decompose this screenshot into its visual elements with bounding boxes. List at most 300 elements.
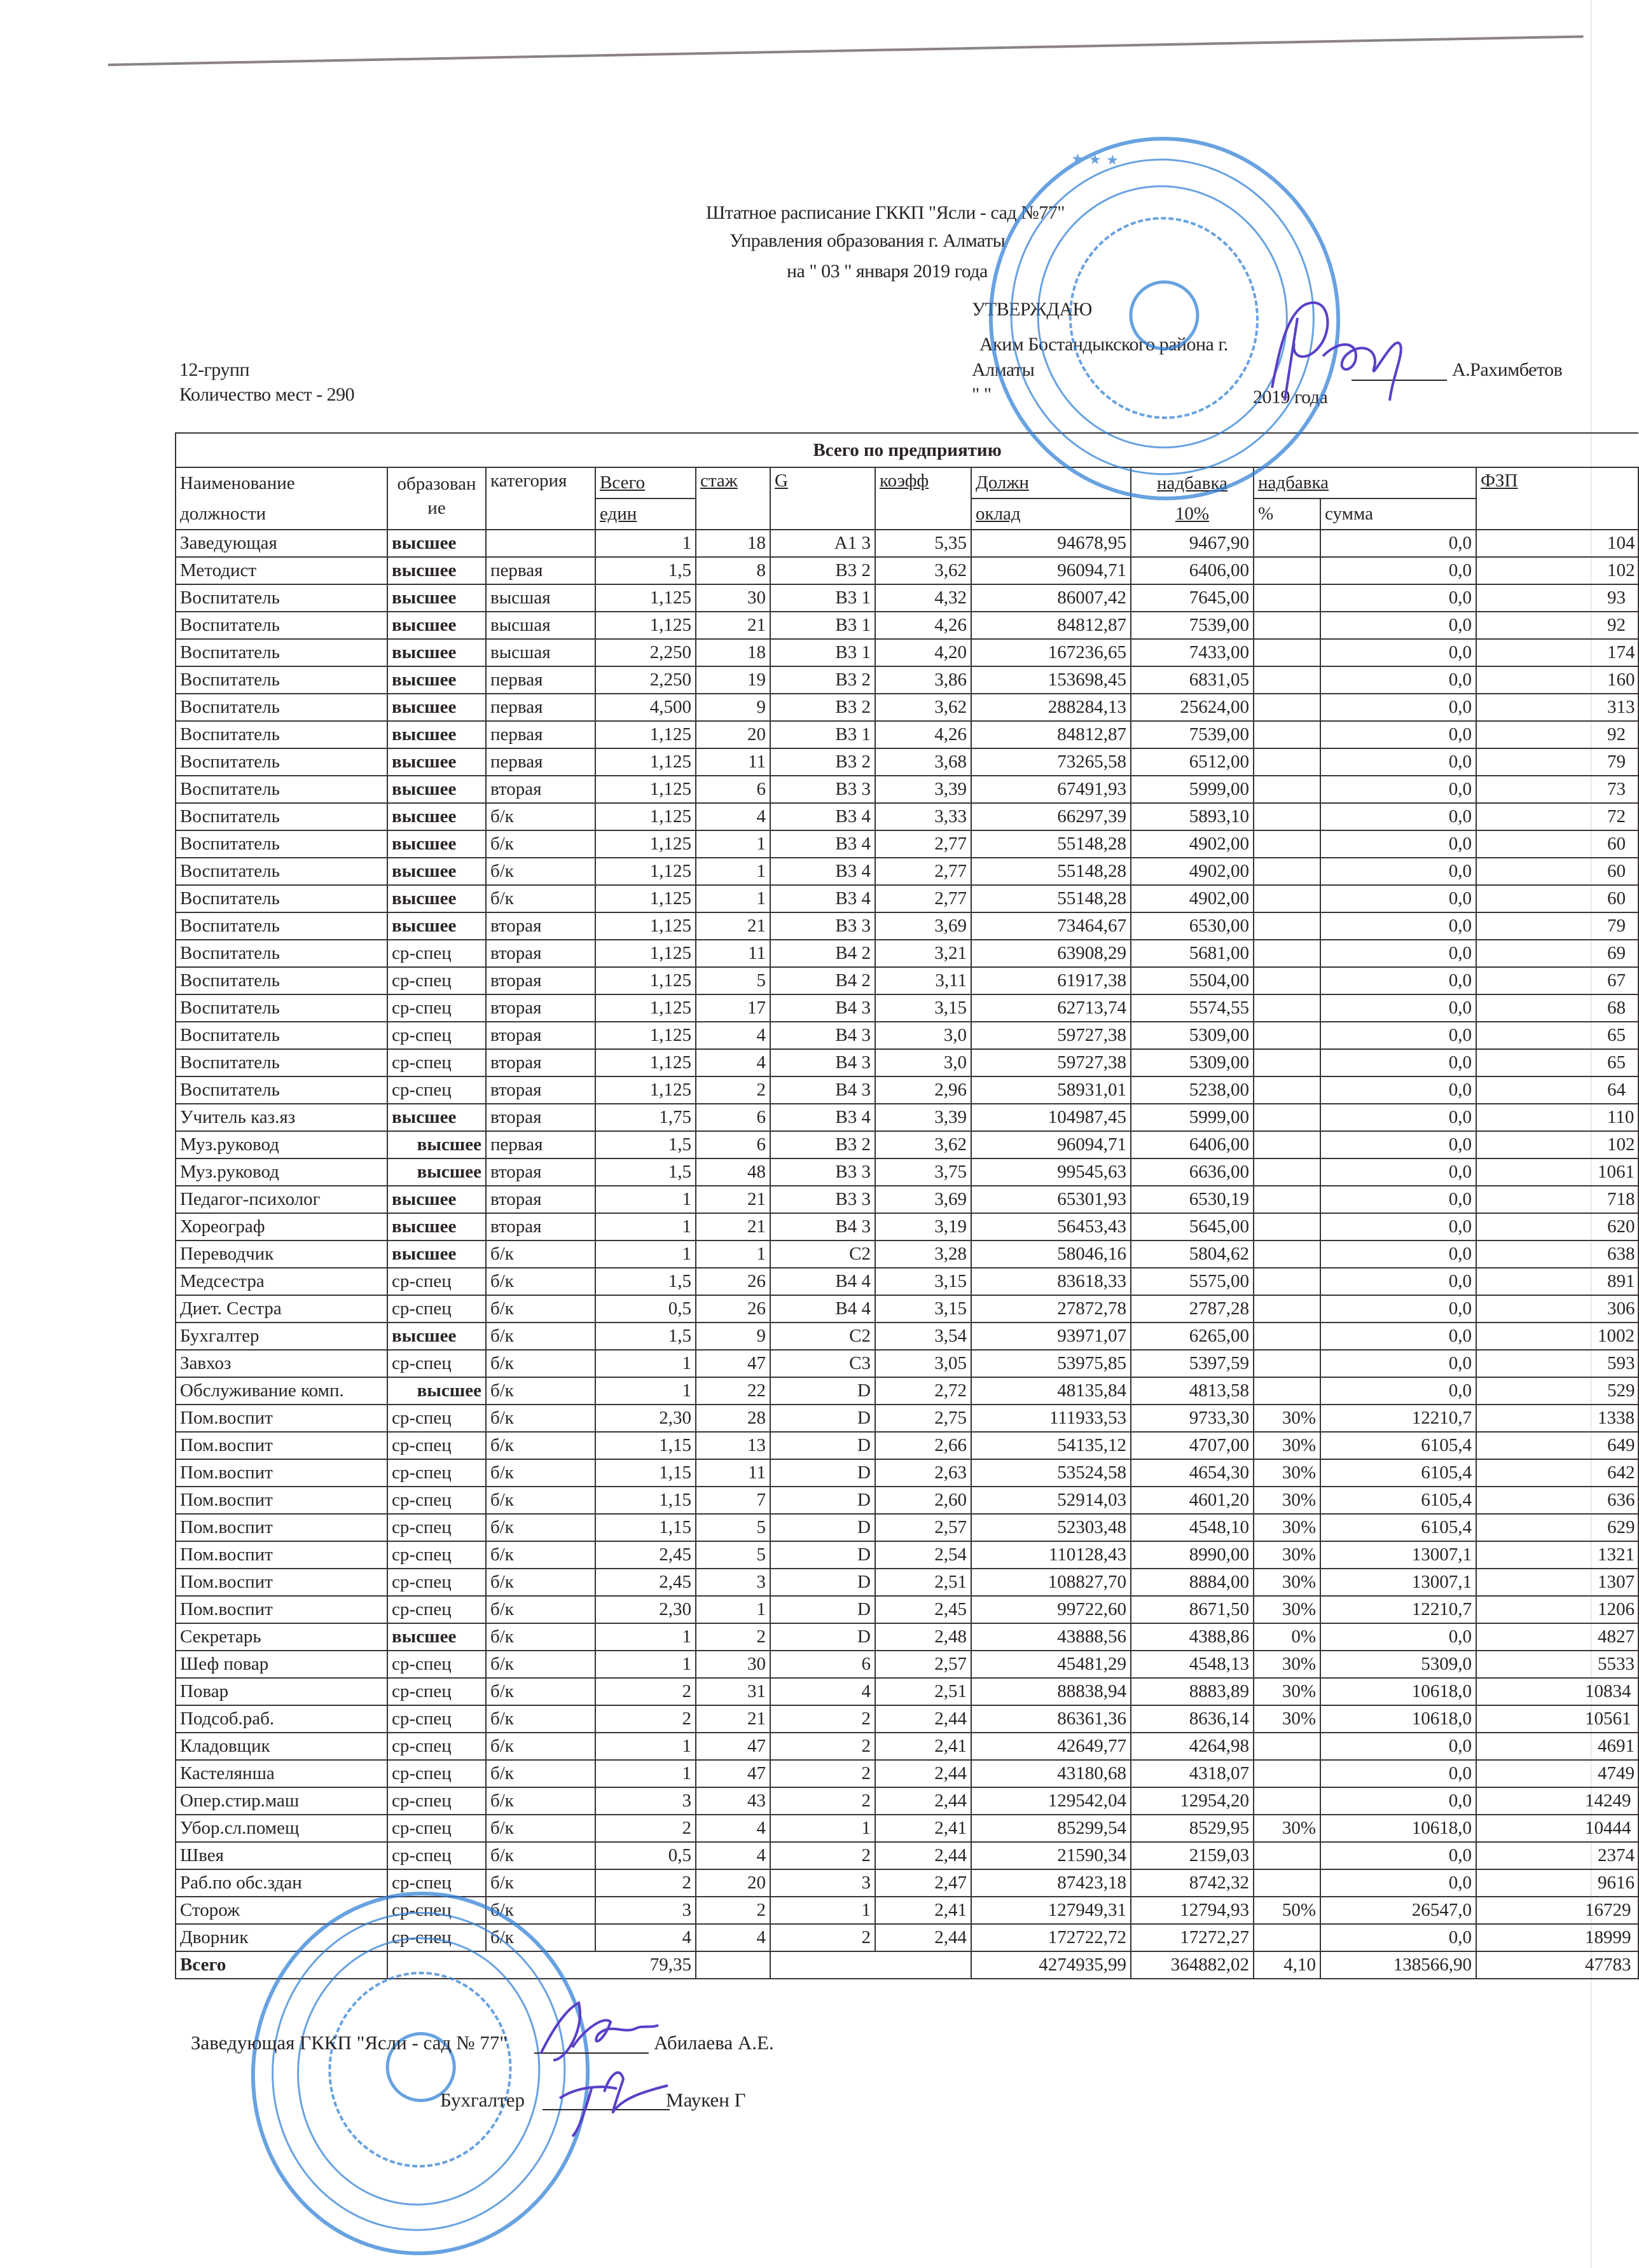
cell-coeff: 3,15 — [875, 994, 971, 1022]
cell-coeff: 3,05 — [875, 1350, 971, 1377]
cell-units: 1,125 — [595, 584, 696, 612]
cell-salary: 45481,29 — [971, 1651, 1131, 1678]
cell-education: высшее — [387, 912, 486, 940]
cell-coeff: 2,60 — [875, 1487, 971, 1514]
cell-position: Педагог-психолог — [176, 1186, 387, 1213]
cell-category: первая — [486, 557, 595, 584]
col-salary-header-2: оклад — [971, 498, 1131, 530]
cell-units: 2,45 — [595, 1569, 696, 1596]
cell-fzp: 10834 — [1476, 1678, 1638, 1705]
approval-date-year: 2019 года — [1253, 387, 1328, 408]
cell-experience: 6 — [696, 776, 770, 803]
cell-salary: 27872,78 — [971, 1295, 1131, 1323]
cell-grade: B3 3 — [770, 912, 875, 940]
cell-salary: 52914,03 — [971, 1487, 1131, 1514]
cell-education: высшее — [387, 1323, 486, 1350]
cell-position: Дворник — [176, 1924, 387, 1951]
cell-bonus-sum: 13007,1 — [1320, 1569, 1476, 1596]
cell-experience: 4 — [696, 1022, 770, 1049]
cell-bonus-pct — [1254, 1186, 1320, 1213]
cell-education: ср-спец — [387, 967, 486, 994]
head-label: Заведующая ГККП "Ясли - сад № 77" — [191, 2031, 508, 2054]
cell-coeff: 3,62 — [875, 694, 971, 721]
cell-salary: 87423,18 — [971, 1869, 1131, 1897]
cell-units: 2 — [595, 1815, 696, 1842]
groups-count: 12-групп — [179, 359, 250, 380]
cell-grade: D — [770, 1541, 875, 1569]
cell-units: 1,15 — [595, 1459, 696, 1487]
cell-units: 3 — [595, 1897, 696, 1924]
cell-experience: 43 — [696, 1787, 770, 1815]
cell-coeff: 3,69 — [875, 1186, 971, 1213]
table-row — [176, 1268, 1638, 1295]
cell-grade: B4 3 — [770, 1076, 875, 1104]
cell-bonus-pct — [1254, 1158, 1320, 1186]
cell-coeff: 2,41 — [875, 1815, 971, 1842]
cell-bonus10: 5397,59 — [1131, 1350, 1254, 1377]
staff-schedule-table-wrapper — [175, 432, 1635, 1979]
cell-coeff: 3,11 — [875, 967, 971, 994]
cell-salary: 99722,60 — [971, 1596, 1131, 1623]
cell-fzp: 64 — [1476, 1076, 1638, 1104]
col-name-header-2: должности — [176, 498, 387, 530]
cell-grade: D — [770, 1405, 875, 1432]
cell-units: 1,125 — [595, 776, 696, 803]
cell-coeff: 2,72 — [875, 1377, 971, 1405]
table-row — [176, 803, 1638, 830]
cell-position: Методист — [176, 557, 387, 584]
cell-category: б/к — [486, 1350, 595, 1377]
cell-bonus-pct — [1254, 1323, 1320, 1350]
cell-salary: 21590,34 — [971, 1842, 1131, 1869]
col-bonus10-header: надбавка 10% — [1131, 467, 1254, 530]
cell-bonus-pct: 50% — [1254, 1897, 1320, 1924]
cell-category: вторая — [486, 1049, 595, 1076]
col-grade-header: G — [770, 467, 875, 530]
cell-bonus-pct — [1254, 1241, 1320, 1268]
cell-units: 1 — [595, 1651, 696, 1678]
cell-coeff: 2,66 — [875, 1432, 971, 1459]
cell-bonus10: 4601,20 — [1131, 1487, 1254, 1514]
cell-position: Воспитатель — [176, 1022, 387, 1049]
cell-category: вторая — [486, 776, 595, 803]
cell-bonus-pct: 30% — [1254, 1514, 1320, 1541]
cell-units: 1,125 — [595, 967, 696, 994]
cell-bonus-sum: 10618,0 — [1320, 1678, 1476, 1705]
cell-education: ср-спец — [387, 1541, 486, 1569]
total-salary: 4274935,99 — [971, 1951, 1131, 1979]
table-row — [176, 1541, 1638, 1569]
cell-salary: 153698,45 — [971, 666, 1131, 694]
cell-category: вторая — [486, 994, 595, 1022]
cell-units: 2,30 — [595, 1596, 696, 1623]
cell-units: 1 — [595, 1760, 696, 1787]
cell-bonus-sum: 0,0 — [1320, 1241, 1476, 1268]
cell-grade: 4 — [770, 1678, 875, 1705]
cell-units: 1,125 — [595, 612, 696, 639]
cell-education: высшее — [387, 666, 486, 694]
cell-grade: B3 2 — [770, 1131, 875, 1158]
cell-units: 1,125 — [595, 994, 696, 1022]
cell-bonus-pct — [1254, 694, 1320, 721]
cell-position: Медсестра — [176, 1268, 387, 1295]
table-row — [176, 1432, 1638, 1459]
table-row — [176, 1815, 1638, 1842]
table-row — [176, 1350, 1638, 1377]
cell-position: Воспитатель — [176, 885, 387, 912]
cell-position: Секретарь — [176, 1623, 387, 1651]
cell-bonus10: 12954,20 — [1131, 1787, 1254, 1815]
total-units: 79,35 — [387, 1951, 696, 1979]
cell-coeff: 2,77 — [875, 885, 971, 912]
cell-education: ср-спец — [387, 1733, 486, 1760]
cell-bonus10: 5575,00 — [1131, 1268, 1254, 1295]
cell-experience: 13 — [696, 1432, 770, 1459]
table-row — [176, 1569, 1638, 1596]
cell-bonus-sum: 0,0 — [1320, 1760, 1476, 1787]
cell-salary: 66297,39 — [971, 803, 1131, 830]
document-date: на " 03 " января 2019 года — [787, 261, 988, 282]
cell-category: б/к — [486, 1569, 595, 1596]
cell-grade: D — [770, 1377, 875, 1405]
cell-grade: B4 2 — [770, 940, 875, 967]
table-row — [176, 612, 1638, 639]
cell-coeff: 3,0 — [875, 1049, 971, 1076]
cell-bonus10: 4264,98 — [1131, 1733, 1254, 1760]
cell-bonus10: 4707,00 — [1131, 1432, 1254, 1459]
cell-category: б/к — [486, 1323, 595, 1350]
cell-education: высшее — [387, 1131, 486, 1158]
cell-education: высшее — [387, 1104, 486, 1131]
cell-salary: 172722,72 — [971, 1924, 1131, 1951]
cell-fzp: 4749 — [1476, 1760, 1638, 1787]
cell-experience: 21 — [696, 1705, 770, 1733]
cell-units: 2 — [595, 1705, 696, 1733]
cell-fzp: 642 — [1476, 1459, 1638, 1487]
table-row — [176, 967, 1638, 994]
col-name-header: Наименование — [176, 467, 387, 498]
cell-bonus-sum: 0,0 — [1320, 776, 1476, 803]
cell-units: 0,5 — [595, 1295, 696, 1323]
cell-salary: 99545,63 — [971, 1158, 1131, 1186]
cell-bonus-pct — [1254, 967, 1320, 994]
cell-fzp: 73 — [1476, 776, 1638, 803]
cell-bonus10: 6530,19 — [1131, 1186, 1254, 1213]
cell-salary: 86361,36 — [971, 1705, 1131, 1733]
cell-units: 3 — [595, 1787, 696, 1815]
cell-bonus-pct — [1254, 1213, 1320, 1241]
cell-fzp: 1002 — [1476, 1323, 1638, 1350]
cell-experience: 22 — [696, 1377, 770, 1405]
cell-position: Воспитатель — [176, 940, 387, 967]
cell-grade: B3 3 — [770, 1186, 875, 1213]
cell-bonus10: 4902,00 — [1131, 885, 1254, 912]
cell-grade: D — [770, 1569, 875, 1596]
cell-grade: C2 — [770, 1241, 875, 1268]
cell-category: первая — [486, 748, 595, 776]
cell-coeff: 2,75 — [875, 1405, 971, 1432]
table-row — [176, 694, 1638, 721]
cell-bonus-pct: 30% — [1254, 1569, 1320, 1596]
cell-fzp: 891 — [1476, 1268, 1638, 1295]
cell-salary: 88838,94 — [971, 1678, 1131, 1705]
cell-experience: 20 — [696, 721, 770, 748]
cell-education: высшее — [387, 885, 486, 912]
cell-units: 2 — [595, 1869, 696, 1897]
cell-category: б/к — [486, 1241, 595, 1268]
cell-bonus-pct — [1254, 1268, 1320, 1295]
cell-experience: 2 — [696, 1076, 770, 1104]
cell-bonus-pct — [1254, 639, 1320, 666]
cell-bonus-sum: 0,0 — [1320, 912, 1476, 940]
cell-bonus10: 7433,00 — [1131, 639, 1254, 666]
cell-bonus10: 4813,58 — [1131, 1377, 1254, 1405]
cell-education: ср-спец — [387, 1514, 486, 1541]
cell-coeff: 3,15 — [875, 1295, 971, 1323]
cell-bonus-sum: 0,0 — [1320, 748, 1476, 776]
cell-bonus10: 4902,00 — [1131, 858, 1254, 885]
cell-experience: 7 — [696, 1487, 770, 1514]
cell-coeff: 2,77 — [875, 830, 971, 858]
cell-bonus10: 4902,00 — [1131, 830, 1254, 858]
cell-fzp: 60 — [1476, 858, 1638, 885]
cell-category — [486, 530, 595, 557]
cell-bonus-sum: 12210,7 — [1320, 1405, 1476, 1432]
cell-position: Пом.воспит — [176, 1541, 387, 1569]
cell-bonus-pct: 30% — [1254, 1541, 1320, 1569]
cell-grade: D — [770, 1432, 875, 1459]
cell-education: ср-спец — [387, 1268, 486, 1295]
cell-grade: B4 3 — [770, 1022, 875, 1049]
cell-position: Шеф повар — [176, 1651, 387, 1678]
cell-salary: 86007,42 — [971, 584, 1131, 612]
cell-category: вторая — [486, 967, 595, 994]
cell-units: 1 — [595, 1241, 696, 1268]
cell-grade: 2 — [770, 1760, 875, 1787]
cell-bonus-pct — [1254, 1350, 1320, 1377]
table-row — [176, 639, 1638, 666]
cell-grade: A1 3 — [770, 530, 875, 557]
cell-bonus10: 5999,00 — [1131, 1104, 1254, 1131]
cell-fzp: 110 — [1476, 1104, 1638, 1131]
cell-bonus10: 6265,00 — [1131, 1323, 1254, 1350]
table-row — [176, 1869, 1638, 1897]
table-row — [176, 912, 1638, 940]
cell-experience: 19 — [696, 666, 770, 694]
cell-education: высшее — [387, 748, 486, 776]
cell-fzp: 102 — [1476, 557, 1638, 584]
cell-bonus10: 12794,93 — [1131, 1897, 1254, 1924]
col-bonus-header: надбавка — [1254, 467, 1476, 498]
cell-category: вторая — [486, 1186, 595, 1213]
cell-fzp: 2374 — [1476, 1842, 1638, 1869]
cell-coeff: 3,69 — [875, 912, 971, 940]
cell-fzp: 529 — [1476, 1377, 1638, 1405]
cell-experience: 21 — [696, 612, 770, 639]
cell-units: 1,75 — [595, 1104, 696, 1131]
cell-category: б/к — [486, 1268, 595, 1295]
cell-bonus-pct — [1254, 1787, 1320, 1815]
table-row — [176, 1377, 1638, 1405]
cell-coeff: 4,20 — [875, 639, 971, 666]
cell-education: высшее — [387, 694, 486, 721]
cell-units: 1 — [595, 1733, 696, 1760]
cell-bonus-pct: 30% — [1254, 1405, 1320, 1432]
cell-grade: 1 — [770, 1897, 875, 1924]
cell-bonus10: 4548,13 — [1131, 1651, 1254, 1678]
cell-category: б/к — [486, 830, 595, 858]
cell-fzp: 718 — [1476, 1186, 1638, 1213]
cell-units: 1,15 — [595, 1487, 696, 1514]
cell-education: ср-спец — [387, 1897, 486, 1924]
cell-bonus-sum: 0,0 — [1320, 1323, 1476, 1350]
cell-units: 1,125 — [595, 940, 696, 967]
cell-bonus10: 6512,00 — [1131, 748, 1254, 776]
cell-bonus-sum: 0,0 — [1320, 1295, 1476, 1323]
cell-experience: 2 — [696, 1897, 770, 1924]
cell-coeff: 2,44 — [875, 1705, 971, 1733]
cell-bonus-pct: 30% — [1254, 1432, 1320, 1459]
cell-coeff: 3,54 — [875, 1323, 971, 1350]
table-row — [176, 1514, 1638, 1541]
cell-experience: 9 — [696, 694, 770, 721]
cell-bonus10: 4318,07 — [1131, 1760, 1254, 1787]
cell-position: Пом.воспит — [176, 1432, 387, 1459]
cell-experience: 20 — [696, 1869, 770, 1897]
cell-experience: 2 — [696, 1623, 770, 1651]
cell-bonus-pct — [1254, 1076, 1320, 1104]
cell-position: Воспитатель — [176, 830, 387, 858]
cell-experience: 3 — [696, 1569, 770, 1596]
approve-label: УТВЕРЖДАЮ — [972, 299, 1092, 320]
table-row — [176, 748, 1638, 776]
cell-bonus-sum: 0,0 — [1320, 694, 1476, 721]
cell-units: 1,125 — [595, 885, 696, 912]
cell-experience: 4 — [696, 1924, 770, 1951]
akim-signature — [1234, 280, 1437, 407]
cell-bonus10: 5645,00 — [1131, 1213, 1254, 1241]
cell-salary: 73265,58 — [971, 748, 1131, 776]
cell-position: Воспитатель — [176, 858, 387, 885]
cell-bonus-sum: 6105,4 — [1320, 1459, 1476, 1487]
cell-bonus-pct — [1254, 1049, 1320, 1076]
cell-bonus-pct — [1254, 1295, 1320, 1323]
total-empty-cell — [770, 1951, 971, 1979]
cell-grade: B4 4 — [770, 1268, 875, 1295]
cell-bonus-pct — [1254, 912, 1320, 940]
cell-fzp: 1206 — [1476, 1596, 1638, 1623]
cell-position: Воспитатель — [176, 584, 387, 612]
cell-coeff: 3,39 — [875, 776, 971, 803]
cell-salary: 96094,71 — [971, 1131, 1131, 1158]
cell-grade: B3 4 — [770, 803, 875, 830]
cell-position: Воспитатель — [176, 694, 387, 721]
cell-category: вторая — [486, 1213, 595, 1241]
cell-fzp: 629 — [1476, 1514, 1638, 1541]
cell-fzp: 16729 — [1476, 1897, 1638, 1924]
cell-category: высшая — [486, 584, 595, 612]
cell-salary: 111933,53 — [971, 1405, 1131, 1432]
cell-experience: 30 — [696, 584, 770, 612]
cell-education: ср-спец — [387, 1487, 486, 1514]
table-row — [176, 1104, 1638, 1131]
cell-grade: B4 3 — [770, 1049, 875, 1076]
cell-units: 4,500 — [595, 694, 696, 721]
cell-experience: 21 — [696, 1213, 770, 1241]
cell-fzp: 1338 — [1476, 1405, 1638, 1432]
cell-category: вторая — [486, 1158, 595, 1186]
cell-salary: 59727,38 — [971, 1022, 1131, 1049]
cell-bonus10: 5893,10 — [1131, 803, 1254, 830]
cell-fzp: 69 — [1476, 940, 1638, 967]
cell-units: 1,5 — [595, 1131, 696, 1158]
cell-fzp: 638 — [1476, 1241, 1638, 1268]
table-row — [176, 1049, 1638, 1076]
cell-bonus-sum: 0,0 — [1320, 1213, 1476, 1241]
col-coeff-header: коэфф — [875, 467, 971, 530]
cell-bonus-pct: 0% — [1254, 1623, 1320, 1651]
cell-salary: 62713,74 — [971, 994, 1131, 1022]
col-bonus-pct-header: % — [1254, 498, 1320, 530]
cell-coeff: 2,48 — [875, 1623, 971, 1651]
cell-bonus-sum: 12210,7 — [1320, 1596, 1476, 1623]
cell-grade: B3 2 — [770, 748, 875, 776]
cell-bonus-pct: 30% — [1254, 1815, 1320, 1842]
cell-coeff: 4,26 — [875, 612, 971, 639]
cell-education: ср-спец — [387, 1405, 486, 1432]
cell-category: б/к — [486, 885, 595, 912]
cell-position: Завхоз — [176, 1350, 387, 1377]
cell-category: б/к — [486, 1514, 595, 1541]
cell-position: Раб.по обс.здан — [176, 1869, 387, 1897]
cell-position: Кастелянша — [176, 1760, 387, 1787]
cell-experience: 8 — [696, 557, 770, 584]
cell-bonus10: 17272,27 — [1131, 1924, 1254, 1951]
cell-bonus-sum: 0,0 — [1320, 666, 1476, 694]
cell-salary: 58046,16 — [971, 1241, 1131, 1268]
cell-grade: B3 1 — [770, 584, 875, 612]
cell-bonus10: 6530,00 — [1131, 912, 1254, 940]
cell-experience: 48 — [696, 1158, 770, 1186]
table-title: Всего по предприятию — [176, 433, 1638, 467]
cell-bonus10: 25624,00 — [1131, 694, 1254, 721]
cell-fzp: 620 — [1476, 1213, 1638, 1241]
cell-bonus-sum: 10618,0 — [1320, 1705, 1476, 1733]
cell-bonus-sum: 0,0 — [1320, 1869, 1476, 1897]
cell-fzp: 1307 — [1476, 1569, 1638, 1596]
cell-bonus-pct — [1254, 1842, 1320, 1869]
cell-bonus-sum: 0,0 — [1320, 885, 1476, 912]
cell-category: б/к — [486, 1678, 595, 1705]
cell-bonus-sum: 0,0 — [1320, 1049, 1476, 1076]
cell-category: б/к — [486, 1623, 595, 1651]
cell-grade: 6 — [770, 1651, 875, 1678]
col-experience-header: стаж — [696, 467, 770, 530]
cell-bonus-pct — [1254, 776, 1320, 803]
cell-education: высшее — [387, 776, 486, 803]
cell-education: высшее — [387, 612, 486, 639]
cell-bonus10: 8742,32 — [1131, 1869, 1254, 1897]
cell-education: ср-спец — [387, 1076, 486, 1104]
cell-coeff: 3,19 — [875, 1213, 971, 1241]
cell-units: 1,125 — [595, 803, 696, 830]
cell-salary: 61917,38 — [971, 967, 1131, 994]
cell-bonus-sum: 0,0 — [1320, 1186, 1476, 1213]
cell-position: Убор.сл.помещ — [176, 1815, 387, 1842]
cell-grade: B4 3 — [770, 1213, 875, 1241]
cell-units: 1,125 — [595, 1049, 696, 1076]
cell-units: 1,125 — [595, 830, 696, 858]
